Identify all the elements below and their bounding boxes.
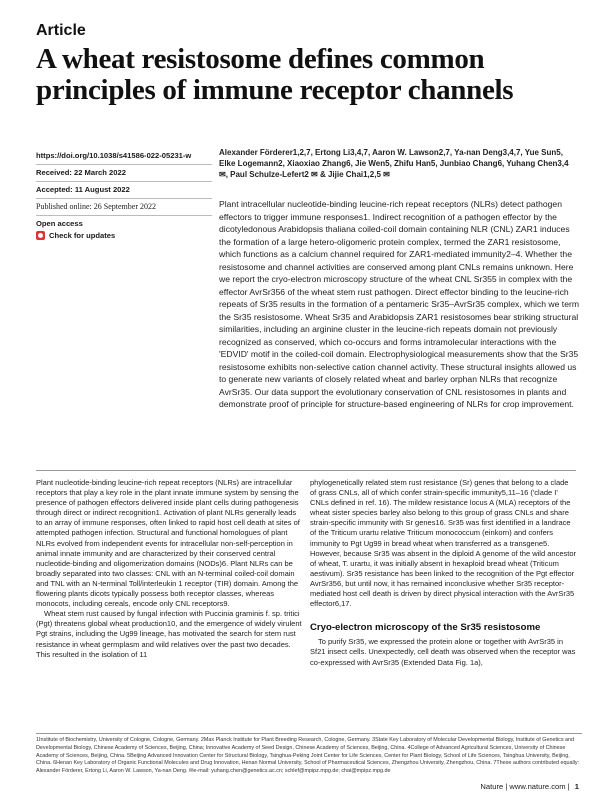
check-updates-label: Check for updates: [49, 231, 116, 240]
paragraph: phylogenetically related stem rust resistance (Sr) genes that belong to a clade of grass CNLs, all of which confer strain-specific immunity5,11–16 ('clade I' CNLs defined in ref. 16). The mildew resistance locus A (MLA) receptors of the wheat sister species barley also belong to this group of grass CNLs and share strain-specific immunity with Sr genes16. Sr35 was first identified in a landrace of the Triticum urartu relative Triticum monococcum (einkorn) and confers immunity to Pgt Ug99 in bread wheat when transferred as a transgene5. However, because Sr35 was absent in the diploid A genome of the wild ancestor of wheat, T. urartu, it was initially absent in hexaploid bread wheat (Triticum aestivum). Sr35 resistance has been linked to the recognition of the Pgt effector AvrSr356, but until now, it has remained inconclusive whether Sr35 receptor-mediated host cell death is driven by direct physical interaction with the AvrSr35 effector6,17.: [310, 478, 576, 609]
accepted-date: Accepted: 11 August 2022: [36, 182, 212, 199]
article-metadata: [36, 148, 212, 240]
journal-name: Nature: [480, 782, 504, 791]
paragraph: Plant nucleotide-binding leucine-rich repeat receptors (NLRs) are intracellular receptors that play a key role in the plant innate immune system by sensing the presence of pathogen effectors delivered inside plant cells during pathogenesis through direct or indirect recognition1. Activation of plant NLRs generally leads to an array of immune responses, often linked to rapid host cell death at sites of attempted pathogen infection. Structural and functional homologues of plant NLRs evolved from independent events for intracellular non-self-perception in animal innate immunity and are characterized by their conserved central nucleotide-binding and oligomerization domains (NODs)6. Plant NLRs can be broadly separated into two classes: CNL with an N-terminal coiled-coil domain and TNL with an N-terminal Toll/interleukin 1 receptor (TIR) domain. Among the flowering plants dicots typically possess both receptor classes, whereas monocots, including cereals, encode only CNL receptors9.: [36, 478, 300, 609]
open-access-label: Open access: [36, 219, 83, 228]
affiliations-footnote: 1Institute of Biochemistry, University of Cologne, Cologne, Germany. 2Max Planck Institute for Plant Breeding Research, Cologne, Germany. 3State Key Laboratory of Molecular Developmental Biology, Institute of Genetics and Developmental Biology, Chinese Academy of Sciences, Beijing, China; Innovative Academy of Seed Design, Chinese Academy of Sciences, Beijing, China. 4College of Advanced Agricultural Sciences, University of Chinese Academy of Sciences, Beijing, China. 5Beijing Advanced Innovation Center for Structural Biology, Tsinghua-Peking Joint Center for Life Sciences, Center for Plant Biology, School of Life Sciences, Tsinghua University, Beijing, China. 6Henan Key Laboratory of Organic Functional Molecules and Drug Innovation, Henan Normal University, School of Pharmaceutical Sciences, Zhengzhou University, Zhengzhou, China. 7These authors contributed equally: Alexander Förderer, Ertong Li, Aaron W. Lawson, Ya-nan Deng. ✉e-mail: yuhang.chen@genetics.ac.cn; schlef@mpipz.mpg.de; chai@mpipz.mpg.de: [36, 733, 582, 776]
check-updates-icon: [36, 231, 45, 240]
doi-link[interactable]: https://doi.org/10.1038/s41586-022-05231-w: [36, 148, 212, 165]
paragraph: To purify Sr35, we expressed the protein alone or together with AvrSr35 in Sf21 insect cells. Unexpectedly, cell death was observed when the receptor was co-expressed with AvrSr35 (Extended Data Fig. 1a),: [310, 637, 576, 667]
section-heading: Cryo-electron microscopy of the Sr35 resistosome: [310, 622, 541, 634]
author-list: Alexander Förderer1,2,7, Ertong Li3,4,7, Aaron W. Lawson2,7, Ya-nan Deng3,4,7, Yue Sun5, Elke Logemann2, Xiaoxiao Zhang6, Jie Wen5, Zhifu Han5, Junbiao Chang6, Yuhang Chen3,4 ✉, Paul Schulze-Lefert2 ✉ & Jijie Chai1,2,5 ✉: [219, 148, 569, 179]
journal-url[interactable]: www.nature.com: [509, 782, 566, 791]
abstract: Plant intracellular nucleotide-binding leucine-rich repeat receptors (NLRs) detect pathogen effectors to trigger immune responses1. Indirect recognition of a pathogen effector by the dicotyledonous Arabidopsis thaliana coiled-coil domain containing NLR (CNL) ZAR1 induces the formation of a large hetero-oligomeric protein complex, termed the ZAR1 resistosome, which functions as a calcium channel required for ZAR1-mediated immunity2–4. Whether the resistosome and channel activities are conserved among plant CNLs remains unknown. Here we report the cryo-electron microscopy structure of the wheat CNL Sr355 in complex with the effector AvrSr356 of the wheat stem rust pathogen. Direct effector binding to the leucine-rich repeats of Sr35 results in the formation of a pentameric Sr35–AvrSr35 complex, which we term the Sr35 resistosome. Wheat Sr35 and Arabidopsis ZAR1 resistosomes bear striking structural similarities, including an arginine cluster in the leucine-rich repeats domain not previously recognized as conserved, which co-occurs and forms intramolecular interactions with the 'EDVID' motif in the coiled-coil domain. Electrophysiological measurements show that the Sr35 resistosome exhibits non-selective cation channel activity. These structural insights allowed us to generate new variants of closely related wheat and barley orphan NLRs that recognize AvrSr35. Our data support the evolutionary conservation of CNL resistosomes in plants and demonstrate proof of principle for structure-based engineering of NLRs for crop improvement.: [219, 199, 579, 409]
body-column-right: [310, 478, 576, 668]
article-title: A wheat resistosome defines common principles of immune receptor channels: [36, 43, 514, 106]
body-column-left: [36, 478, 302, 660]
check-updates-button[interactable]: [36, 229, 212, 240]
divider: [36, 470, 576, 471]
page-number: 1: [574, 782, 579, 791]
received-date: Received: 22 March 2022: [36, 165, 212, 182]
article-type-label: Article: [36, 22, 86, 39]
paragraph: Wheat stem rust caused by fungal infection with Puccinia graminis f. sp. tritici (Pgt) threatens global wheat production10, and the emergence of widely virulent Pgt strains, including the Ug99 lineage, has motivated the search for stem rust resistance in wheat germplasm and wild relatives over the past two decades. This resulted in the isolation of 11: [36, 609, 302, 659]
published-date: Published online: 26 September 2022: [36, 199, 212, 216]
page-footer: Nature | www.nature.com | 1: [480, 782, 579, 791]
